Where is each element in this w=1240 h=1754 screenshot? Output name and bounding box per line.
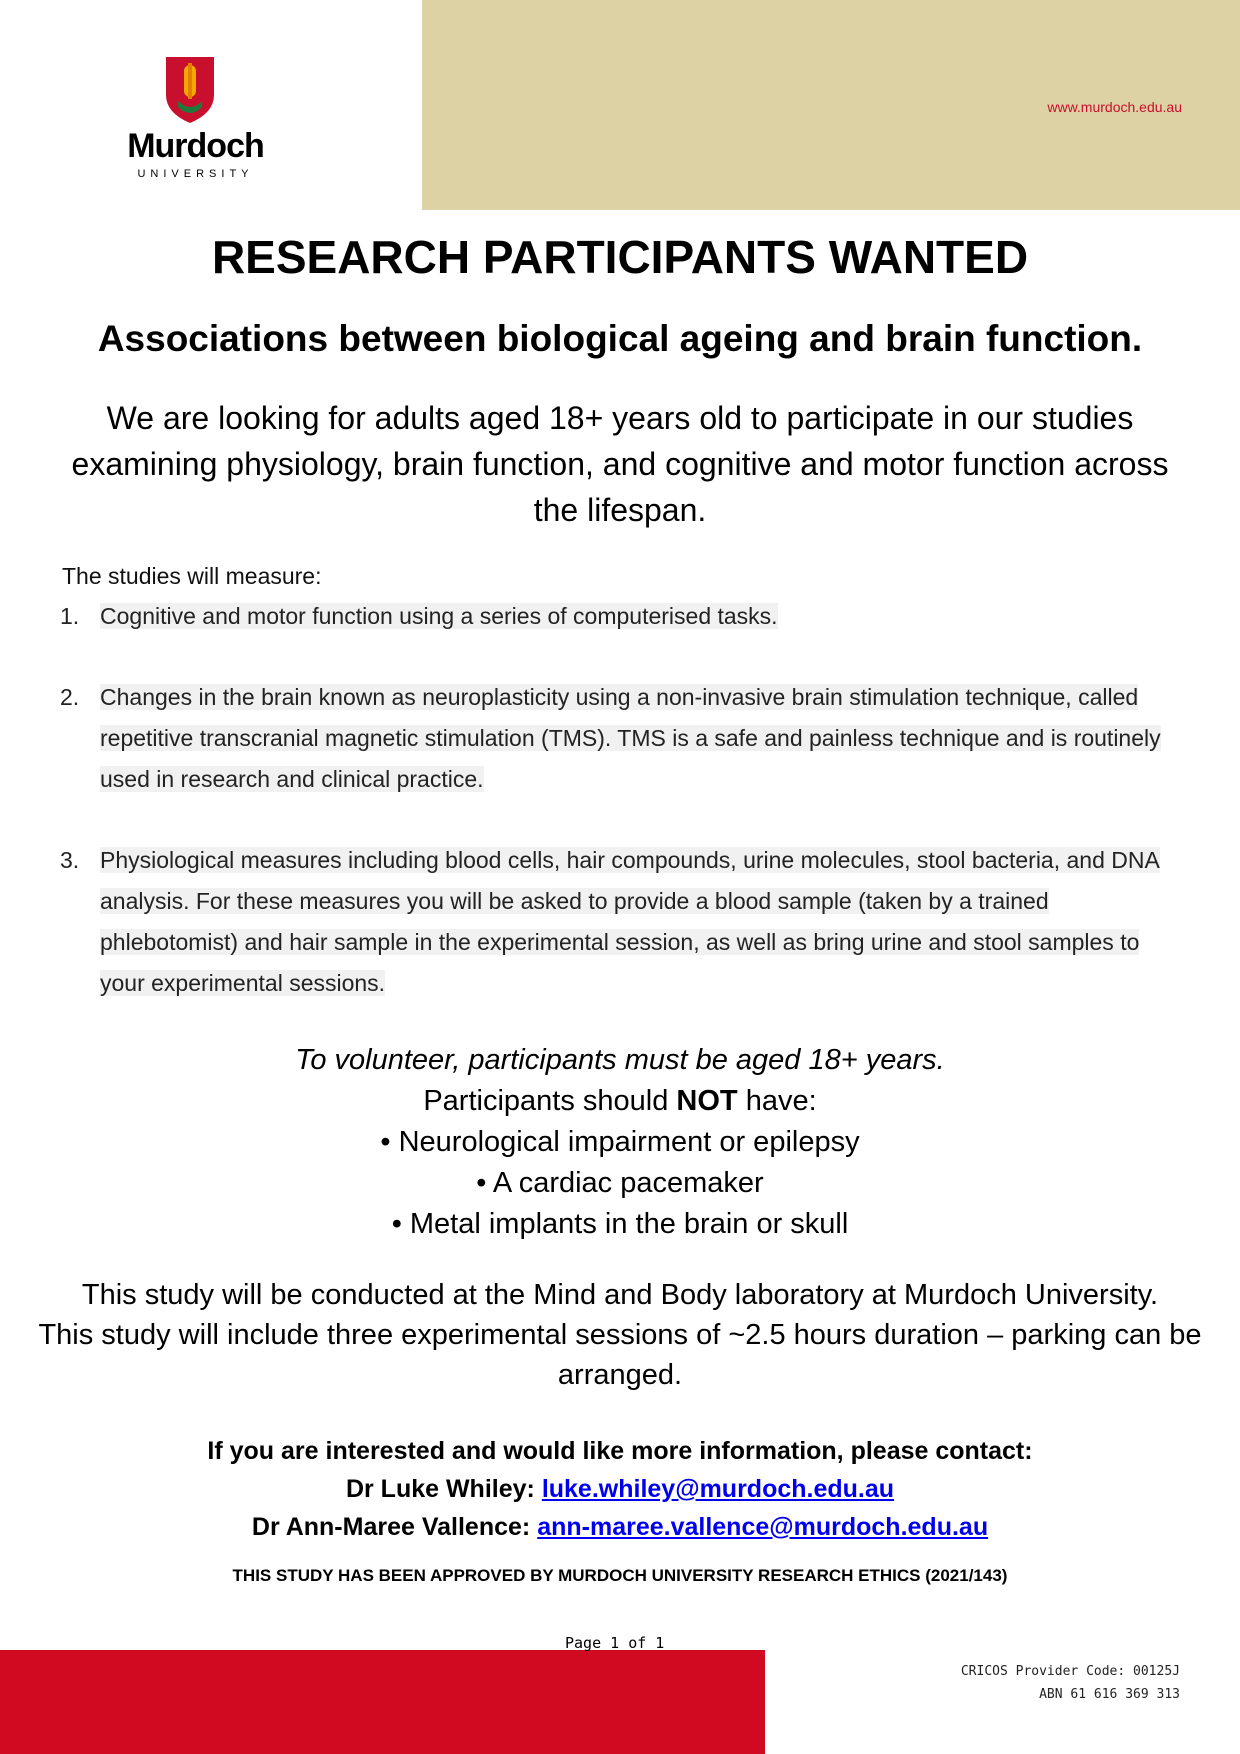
list-item [60,677,1190,800]
contact-name: Dr Ann-Maree Vallence: [251,1513,531,1541]
list-item-text: Changes in the brain known as neuroplasticity using a non-invasive brain stimulation technique, called repetitive transcranial magnetic stimulation (TMS). TMS is a safe and painless technique and is routinely used in research and clinical practice. [100,684,1161,792]
age-requirement: To volunteer, participants must be aged 18+ years. [295,1044,945,1076]
list-item-number: 3. [60,847,80,873]
exclusion-item: • A cardiac pacemaker [476,1167,764,1199]
contact-section [0,1432,1240,1546]
contact-lead: If you are interested and would like more information, please contact: [207,1437,1033,1465]
exclusion-lead-not: NOT [676,1085,738,1117]
logo-subtitle: UNIVERSITY [137,168,254,180]
contact-email-link[interactable]: ann-maree.vallence@murdoch.edu.au [537,1513,989,1541]
list-item-number: 1. [60,603,80,629]
list-item-number: 2. [60,684,80,710]
contact-email-link[interactable]: luke.whiley@murdoch.edu.au [541,1475,895,1503]
intro-paragraph: We are looking for adults aged 18+ years old to participate in our studies examining physiology, brain function, and cognitive and motor function across the lifespan. [71,400,1169,528]
ethics-approval: THIS STUDY HAS BEEN APPROVED BY MURDOCH UNIVERSITY RESEARCH ETHICS (2021/143) [232,1566,1008,1585]
website-url[interactable]: www.murdoch.edu.au [1047,99,1182,115]
abn-number: ABN 61 616 369 313 [1039,1687,1180,1702]
study-location [25,1275,1215,1395]
murdoch-logo [105,55,285,185]
page-title: RESEARCH PARTICIPANTS WANTED [211,231,1029,283]
murdoch-shield-icon [162,55,218,125]
list-item [60,596,1190,637]
page-number: Page 1 of 1 [565,1634,665,1652]
cricos-code: CRICOS Provider Code: 00125J [960,1664,1180,1679]
contact-row [0,1508,1240,1546]
list-item-text: Physiological measures including blood cells, hair compounds, urine molecules, stool bacteria, and DNA analysis. For these measures you will be asked to provide a blood sample (taken by a trained phlebotomist) and hair sample in the experimental session, as well as bring urine and stool samples to your experimental sessions. [100,847,1160,996]
measures-lead: The studies will measure: [62,563,322,589]
exclusion-item: • Metal implants in the brain or skull [391,1208,849,1240]
eligibility-criteria [0,1040,1240,1245]
exclusion-lead-pre: Participants should [423,1085,669,1117]
logo-wordmark: Murdoch [127,127,264,165]
measures-list [60,596,1190,1044]
page-subtitle: Associations between biological ageing and brain function. [97,318,1143,359]
sessions-line: This study will include three experimental sessions of ~2.5 hours duration – parking can be arranged. [38,1319,1202,1391]
footer-red-band [0,1650,765,1754]
location-line: This study will be conducted at the Mind and Body laboratory at Murdoch University. [81,1279,1159,1311]
exclusion-item: • Neurological impairment or epilepsy [380,1126,860,1158]
contact-name: Dr Luke Whiley: [345,1475,535,1503]
list-item-text: Cognitive and motor function using a series of computerised tasks. [100,603,778,629]
footer-codes [961,1660,1180,1706]
list-item [60,840,1190,1004]
exclusion-lead [0,1081,1240,1122]
exclusion-lead-post: have: [745,1085,817,1117]
contact-row [0,1470,1240,1508]
